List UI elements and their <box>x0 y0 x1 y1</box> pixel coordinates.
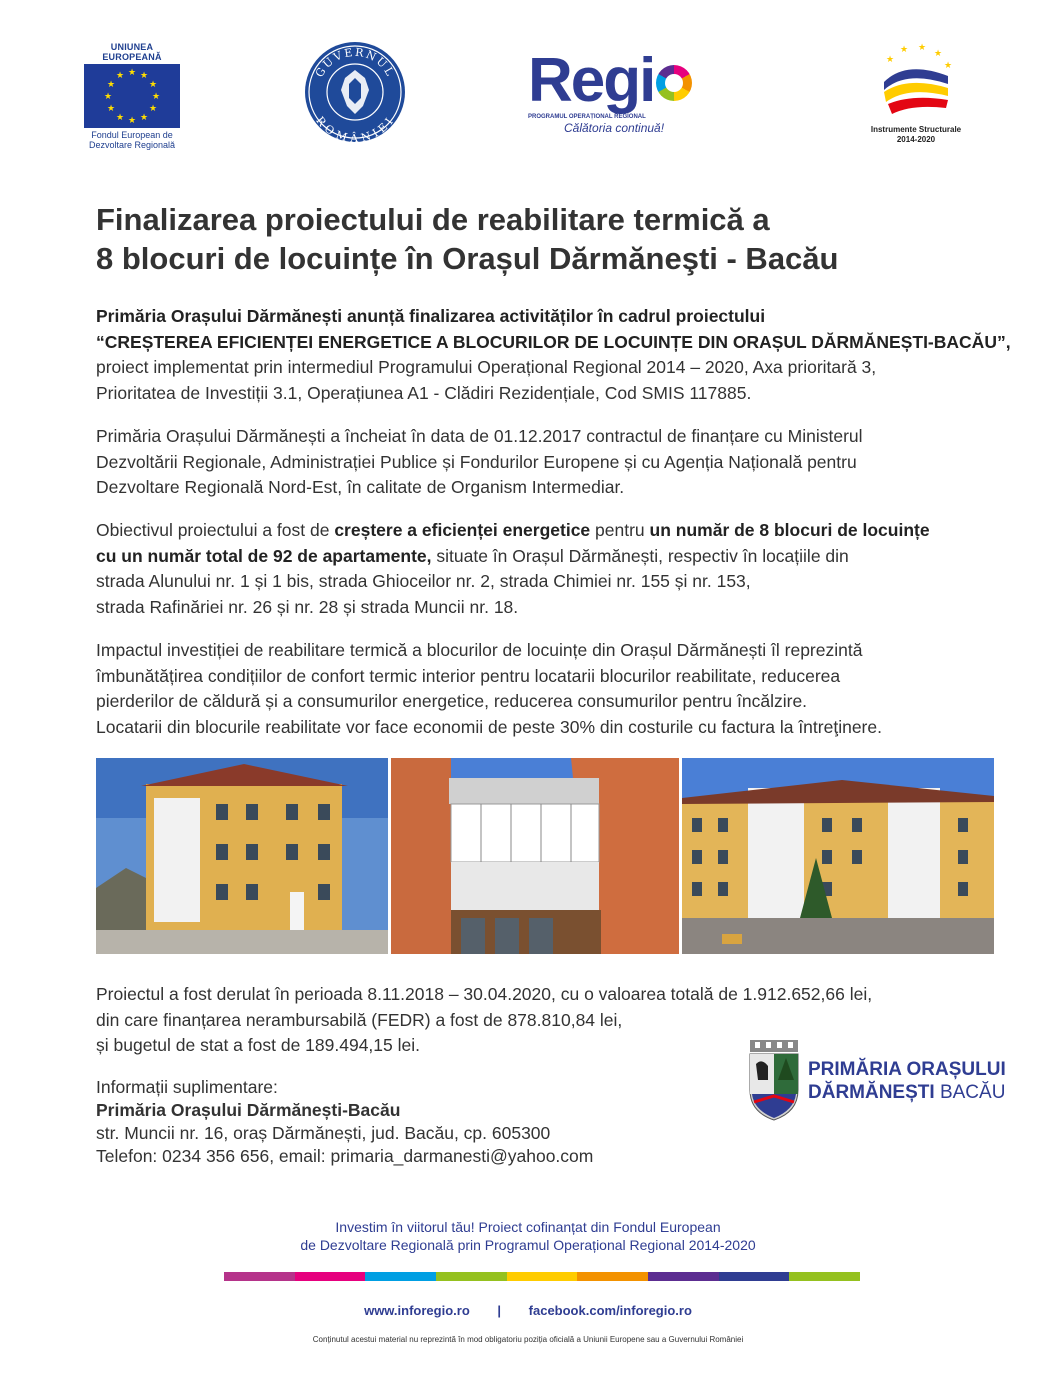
cofinancing-statement <box>0 1218 1056 1254</box>
project-name: “CREȘTEREA EFICIENȚEI ENERGETICE A BLOCURILOR DE LOCUINȚE DIN ORAȘUL DĂRMĂNEȘTI-BACĂU”, <box>96 331 1011 352</box>
announcement-paragraph <box>96 304 1016 406</box>
impact-line-1: Impactul investiției de reabilitare termică a blocurilor de locuințe din Orașul Dărmănești îl reprezintă <box>96 640 863 660</box>
objective-bold-3: cu un număr total de 92 de apartamente, <box>96 545 432 566</box>
objective-paragraph <box>96 518 1016 620</box>
title-line-2: 8 blocuri de locuințe în Orașul Dărmăneşti - Bacău <box>96 241 839 276</box>
budget-line-2: din care finanțarea nerambursabilă (FEDR) a fost de 878.810,84 lei, <box>96 1009 623 1030</box>
contract-line-1: Primăria Orașului Dărmănești a încheiat în data de 01.12.2017 contractul de finanțare cu Ministerul <box>96 426 863 446</box>
rainbow-segment <box>648 1272 719 1281</box>
budget-line-1: Proiectul a fost derulat în perioada 8.11.2018 – 30.04.2020, cu o valoarea totală de 1.912.652,66 lei, <box>96 984 873 1004</box>
contact-info <box>96 1076 696 1168</box>
impact-line-2: îmbunătățirea condițiilor de confort termic interior pentru locatarii blocurilor reabilitate, reducerea <box>96 665 841 686</box>
rainbow-segment <box>365 1272 436 1281</box>
objective-text-3: situate în Orașul Dărmănești, respectiv în locațiile din <box>431 545 849 566</box>
gov-seal-bottom-text: ROMÂNIEI <box>313 114 397 144</box>
rainbow-segment <box>577 1272 648 1281</box>
svg-text:★: ★ <box>918 42 927 52</box>
eu-flag-icon: ★ ★ ★ ★ ★ ★ ★ ★ ★ ★ ★ ★ <box>84 64 180 128</box>
regio-motto: Călătoria continuă! <box>564 121 665 135</box>
announcement-lead: Primăria Orașului Dărmănești anunță finalizarea activităților în cadrul proiectului <box>96 306 766 326</box>
regio-subtitle: PROGRAMUL OPERAȚIONAL REGIONAL <box>528 114 646 120</box>
eu-logo-subtitle-1: Fondul European de <box>91 130 173 140</box>
logo-bar <box>0 40 1056 155</box>
structural-instruments-icon <box>876 42 956 120</box>
structural-instruments-logo <box>858 42 974 145</box>
contact-organization: Primăria Orașului Dărmănești-Bacău <box>96 1100 401 1120</box>
structural-instruments-line1: Instrumente Structurale <box>870 125 962 134</box>
primaria-logo <box>746 1040 1006 1122</box>
eu-logo-title: UNIUNEA EUROPEANĂ <box>102 42 162 62</box>
footer-links <box>0 1303 1056 1318</box>
objective-line-4: strada Rafinăriei nr. 26 și nr. 28 și strada Muncii nr. 18. <box>96 596 519 617</box>
coat-of-arms-icon <box>746 1040 802 1122</box>
rainbow-segment <box>224 1272 295 1281</box>
facebook-link[interactable]: facebook.com/inforegio.ro <box>528 1303 692 1318</box>
regio-logo <box>528 46 738 145</box>
gov-seal-top-text: GUVERNUL <box>312 45 398 80</box>
regio-wordmark <box>528 46 738 115</box>
rainbow-segment <box>719 1272 790 1281</box>
svg-text:★: ★ <box>934 48 943 58</box>
budget-line-3: și bugetul de stat a fost de 189.494,15 lei. <box>96 1035 420 1055</box>
photo-building-3 <box>682 758 994 954</box>
primaria-county: BACĂU <box>934 1082 1006 1103</box>
rainbow-divider <box>224 1272 860 1281</box>
cofinancing-line-1: Investim în viitorul tău! Proiect cofinanțat din Fondul European <box>335 1219 721 1235</box>
impact-paragraph <box>96 638 1016 740</box>
eu-logo-subtitle-2: Dezvoltare Regională <box>88 140 176 150</box>
objective-line-3: strada Alunului nr. 1 și 1 bis, strada Ghioceilor nr. 2, strada Chimiei nr. 155 și nr. 153, <box>96 571 751 591</box>
primaria-text <box>808 1058 1006 1104</box>
svg-text:★: ★ <box>900 44 909 54</box>
svg-text:★: ★ <box>886 54 895 64</box>
structural-instruments-line2: 2014-2020 <box>896 135 936 144</box>
rainbow-segment <box>436 1272 507 1281</box>
primaria-city: DĂRMĂNEȘTI <box>808 1082 935 1103</box>
contact-phone-email: Telefon: 0234 356 656, email: primaria_darmanesti@yahoo.com <box>96 1146 594 1166</box>
photo-building-2 <box>391 758 679 954</box>
photo-building-1 <box>96 758 388 954</box>
contact-heading: Informații suplimentare: <box>96 1077 278 1097</box>
title-line-1: Finalizarea proiectului de reabilitare termică a <box>96 202 770 237</box>
impact-line-4: Locatarii din blocurile reabilitate vor face economii de peste 30% din costurile cu factura la întreţinere. <box>96 716 882 737</box>
announcement-line-3: proiect implementat prin intermediul Programului Operațional Regional 2014 – 2020, Axa prioritară 3, <box>96 357 877 377</box>
regio-o-icon <box>656 65 692 101</box>
disclaimer: Conținutul acestui material nu reprezintă în mod obligatoriu poziția oficială a Uniunii Europene sau a Guvernului României <box>312 1335 744 1344</box>
cofinancing-line-2: de Dezvoltare Regională prin Programul Operațional Regional 2014-2020 <box>300 1237 756 1253</box>
page-title <box>96 200 996 278</box>
objective-text-2: pentru <box>590 520 650 540</box>
contract-line-3: Dezvoltare Regională Nord-Est, în calitate de Organism Intermediar. <box>96 477 625 497</box>
primaria-line-1: PRIMĂRIA ORAȘULUI <box>808 1059 1006 1080</box>
contact-address: str. Muncii nr. 16, oraș Dărmănești, jud. Bacău, cp. 605300 <box>96 1123 551 1143</box>
objective-text-1: Obiectivul proiectului a fost de <box>96 520 335 540</box>
link-separator: | <box>497 1303 502 1318</box>
rainbow-segment <box>295 1272 366 1281</box>
announcement-line-4: Prioritatea de Investiții 3.1, Operațiunea A1 - Clădiri Rezidențiale, Cod SMIS 117885. <box>96 382 752 403</box>
eu-logo <box>80 42 184 150</box>
regio-word: Regi <box>528 46 655 115</box>
contract-paragraph <box>96 424 1016 501</box>
objective-bold-1: creștere a eficienței energetice <box>334 520 591 540</box>
government-seal-icon <box>303 40 407 144</box>
government-seal <box>303 40 407 144</box>
inforegio-link[interactable]: www.inforegio.ro <box>364 1303 470 1318</box>
rainbow-segment <box>789 1272 860 1281</box>
photo-strip <box>96 758 994 954</box>
impact-line-3: pierderilor de căldură și a consumurilor energetice, reducerea consumurilor pentru încălzire. <box>96 691 808 711</box>
contract-line-2: Dezvoltării Regionale, Administrației Publice și Fondurilor Europene și cu Agenția Națională pentru <box>96 451 857 472</box>
svg-text:★: ★ <box>944 60 953 70</box>
objective-bold-2: un număr de 8 blocuri de locuințe <box>649 520 930 540</box>
rainbow-segment <box>507 1272 578 1281</box>
